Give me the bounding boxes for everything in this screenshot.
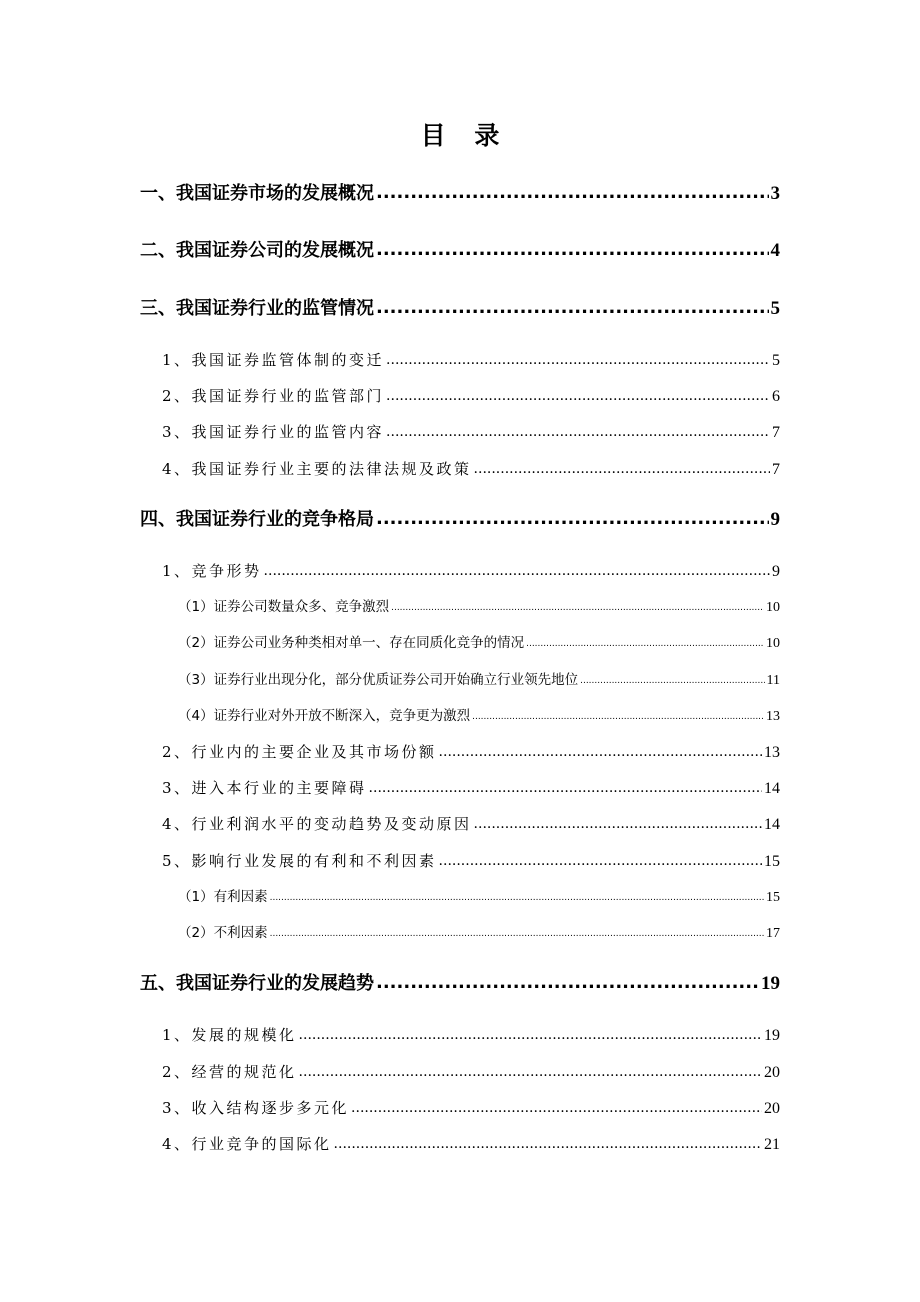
toc-entry-5-4[interactable] (162, 1133, 780, 1156)
toc-page-number: 5 (772, 352, 780, 369)
toc-entry-4-3[interactable] (162, 777, 780, 800)
toc-entry-4-1-3[interactable] (178, 670, 780, 692)
toc-dot-leader (474, 458, 770, 480)
toc-page-number: 7 (772, 424, 780, 441)
toc-dot-leader (376, 506, 769, 532)
toc-page-number: 13 (764, 744, 780, 761)
toc-entry-5-3[interactable] (162, 1097, 780, 1120)
toc-page-number: 15 (764, 853, 780, 870)
toc-dot-leader (351, 1097, 762, 1119)
toc-entry-4-1[interactable] (162, 560, 780, 583)
toc-dot-leader (391, 598, 764, 618)
toc-entry-3-2[interactable] (162, 385, 780, 408)
toc-page-number: 11 (766, 673, 780, 688)
toc-page-number: 9 (770, 509, 780, 530)
toc-dot-leader (386, 349, 770, 371)
toc-entry-4-5-2[interactable] (178, 923, 780, 945)
toc-entry-4-1-2[interactable] (178, 633, 780, 655)
toc-entry-label: 四、我国证券行业的竞争格局 (140, 509, 374, 530)
toc-page-number: 15 (766, 890, 780, 905)
toc-entry-label: （1）有利因素 (178, 889, 268, 905)
toc-entry-label: 5、影响行业发展的有利和不利因素 (162, 852, 437, 870)
toc-page-number: 4 (770, 240, 780, 261)
toc-entry-label: 1、发展的规模化 (162, 1026, 297, 1044)
toc-entry-label: 2、我国证券行业的监管部门 (162, 387, 385, 405)
toc-dot-leader (376, 295, 769, 321)
toc-page-number: 10 (766, 636, 780, 651)
toc-entry-5-2[interactable] (162, 1061, 780, 1084)
toc-entry-section-5[interactable] (140, 971, 780, 997)
toc-page-number: 9 (772, 563, 780, 580)
toc-entry-section-2[interactable] (140, 238, 780, 264)
toc-dot-leader (299, 1061, 762, 1083)
toc-entry-4-5[interactable] (162, 850, 780, 873)
toc-dot-leader (270, 924, 764, 944)
toc-page-number: 20 (764, 1064, 780, 1081)
toc-entry-label: （4）证券行业对外开放不断深入，竞争更为激烈 (178, 708, 471, 724)
toc-dot-leader (376, 237, 769, 263)
toc-entry-label: 五、我国证券行业的发展趋势 (140, 973, 374, 994)
toc-entry-label: 4、行业竞争的国际化 (162, 1135, 332, 1153)
toc-entry-label: 3、收入结构逐步多元化 (162, 1099, 350, 1117)
toc-entry-label: 1、我国证券监管体制的变迁 (162, 351, 385, 369)
toc-page-number: 21 (764, 1136, 780, 1153)
toc-page-number: 19 (761, 973, 780, 994)
toc-page-number: 19 (764, 1027, 780, 1044)
toc-entry-label: 4、行业利润水平的变动趋势及变动原因 (162, 815, 472, 833)
toc-entry-4-1-1[interactable] (178, 597, 780, 619)
toc-entry-label: 三、我国证券行业的监管情况 (140, 298, 374, 319)
toc-dot-leader (439, 850, 762, 872)
toc-entry-label: （2）证券公司业务种类相对单一、存在同质化竞争的情况 (178, 635, 525, 651)
toc-entry-label: 二、我国证券公司的发展概况 (140, 240, 374, 261)
toc-entry-3-1[interactable] (162, 349, 780, 372)
toc-dot-leader (334, 1133, 762, 1155)
toc-page-number: 13 (766, 709, 780, 724)
toc-entry-section-1[interactable] (140, 181, 780, 207)
toc-page-number: 6 (772, 388, 780, 405)
toc-title: 目 录 (420, 121, 510, 150)
toc-page-number: 20 (764, 1100, 780, 1117)
toc-entry-label: 一、我国证券市场的发展概况 (140, 183, 374, 204)
toc-page-number: 17 (766, 926, 780, 941)
toc-page-number: 3 (770, 183, 780, 204)
toc-page-number: 5 (770, 298, 780, 319)
toc-entry-label: 3、进入本行业的主要障碍 (162, 779, 367, 797)
toc-entry-4-1-4[interactable] (178, 706, 780, 728)
toc-entry-4-2[interactable] (162, 741, 780, 764)
toc-dot-leader (376, 180, 769, 206)
toc-entry-section-4[interactable] (140, 507, 780, 533)
toc-entry-label: 3、我国证券行业的监管内容 (162, 423, 385, 441)
toc-page-number: 7 (772, 461, 780, 478)
toc-dot-leader (299, 1024, 762, 1046)
toc-entry-label: （2）不利因素 (178, 925, 268, 941)
toc-entry-4-5-1[interactable] (178, 887, 780, 909)
toc-entry-label: （1）证券公司数量众多、竞争激烈 (178, 599, 390, 615)
toc-entry-label: 4、我国证券行业主要的法律法规及政策 (162, 460, 472, 478)
toc-dot-leader (474, 813, 762, 835)
toc-dot-leader (472, 707, 764, 727)
toc-dot-leader (386, 421, 770, 443)
toc-dot-leader (376, 970, 759, 996)
toc-page-number: 14 (764, 816, 780, 833)
toc-entry-section-3[interactable] (140, 296, 780, 322)
toc-entry-5-1[interactable] (162, 1024, 780, 1047)
toc-entry-label: 2、经营的规范化 (162, 1063, 297, 1081)
toc-dot-leader (264, 560, 770, 582)
toc-dot-leader (580, 671, 764, 691)
toc-page-number: 14 (764, 780, 780, 797)
toc-dot-leader (386, 385, 770, 407)
toc-dot-leader (369, 777, 762, 799)
toc-page-number: 10 (766, 600, 780, 615)
toc-entry-label: 2、行业内的主要企业及其市场份额 (162, 743, 437, 761)
toc-entry-3-3[interactable] (162, 421, 780, 444)
toc-entry-label: （3）证券行业出现分化，部分优质证券公司开始确立行业领先地位 (178, 672, 579, 688)
toc-dot-leader (439, 741, 762, 763)
toc-entry-3-4[interactable] (162, 458, 780, 481)
toc-dot-leader (526, 634, 764, 654)
toc-entry-label: 1、竞争形势 (162, 562, 262, 580)
toc-dot-leader (270, 888, 764, 908)
toc-entry-4-4[interactable] (162, 813, 780, 836)
